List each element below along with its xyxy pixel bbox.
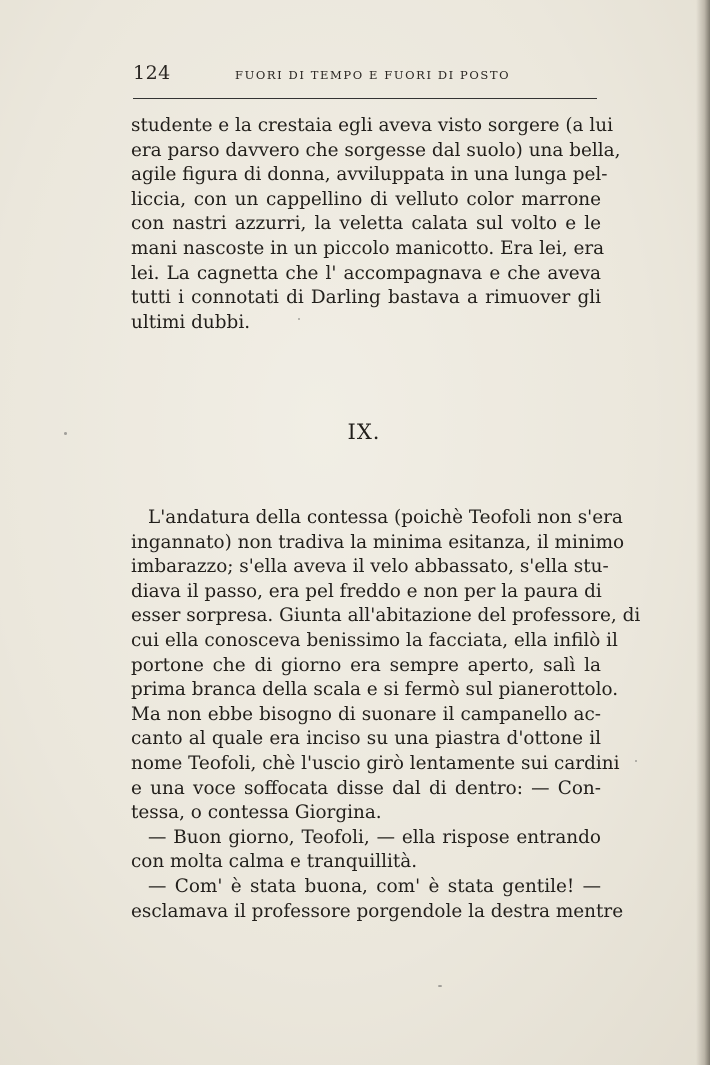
text-line: Ma non ebbe bisogno di suonare il campanello ac-: [131, 703, 601, 725]
paper-speck: [298, 318, 300, 320]
text-line: cui ella conosceva benissimo la facciata, ella infilò il: [131, 629, 618, 651]
page-number: 124: [133, 62, 171, 84]
text-line: imbarazzo; s'ella aveva il velo abbassato, s'ella stu-: [131, 556, 609, 578]
paper-speck: [64, 432, 67, 435]
paper-speck: [635, 760, 637, 762]
paragraph-continuation: [131, 114, 621, 335]
running-title: FUORI DI TEMPO E FUORI DI POSTO: [235, 68, 511, 82]
text-line: studente e la crestaia egli aveva visto sorgere (a lui: [131, 115, 613, 136]
text-line: ingannato) non tradiva la minima esitanza, il minimo: [131, 531, 625, 553]
page-edge-shadow: [696, 0, 710, 1065]
text-line: tessa, o contessa Giorgina.: [131, 802, 382, 824]
text-line: — Com' è stata buona, com' è stata gentile! —: [148, 875, 601, 897]
text-line: prima branca della scala e si fermò sul pianerottolo.: [131, 679, 619, 701]
text-line: nome Teofoli, chè l'uscio girò lentamente sui cardini: [131, 752, 620, 774]
text-line: era parso davvero che sorgesse dal suolo) una bella,: [131, 139, 621, 161]
page-header: [133, 62, 597, 86]
text-line: mani nascoste in un piccolo manicotto. Era lei, era: [131, 237, 605, 259]
text-line: liccia, con un cappellino di velluto color marrone: [131, 188, 601, 210]
header-rule: [133, 98, 597, 99]
text-line: canto al quale era inciso su una piastra d'ottone il: [131, 728, 601, 750]
text-line: ultimi dubbi.: [131, 311, 251, 333]
text-line: agile figura di donna, avviluppata in una lunga pel-: [131, 164, 608, 186]
text-line: e una voce soffocata disse dal di dentro: — Con-: [131, 777, 601, 799]
text-line: tutti i connotati di Darling bastava a rimuover gli: [131, 287, 601, 309]
text-line: esclamava il professore porgendole la destra mentre: [131, 900, 624, 922]
text-line: L'andatura della contessa (poichè Teofoli non s'era: [148, 507, 623, 528]
text-line: portone che di giorno era sempre aperto, salì la: [131, 654, 601, 676]
paper-speck: [438, 985, 442, 987]
text-line: — Buon giorno, Teofoli, — ella rispose entrando: [148, 826, 601, 848]
text-line: diava il passo, era pel freddo e non per la paura di: [131, 580, 602, 602]
chapter-body: [131, 506, 641, 924]
text-line: lei. La cagnetta che l' accompagnava e che aveva: [131, 262, 601, 284]
text-line: esser sorpresa. Giunta all'abitazione del professore, di: [131, 605, 641, 627]
chapter-heading: IX.: [347, 420, 381, 444]
text-line: con molta calma e tranquillità.: [131, 851, 418, 873]
text-line: con nastri azzurri, la veletta calata sul volto e le: [131, 213, 601, 235]
